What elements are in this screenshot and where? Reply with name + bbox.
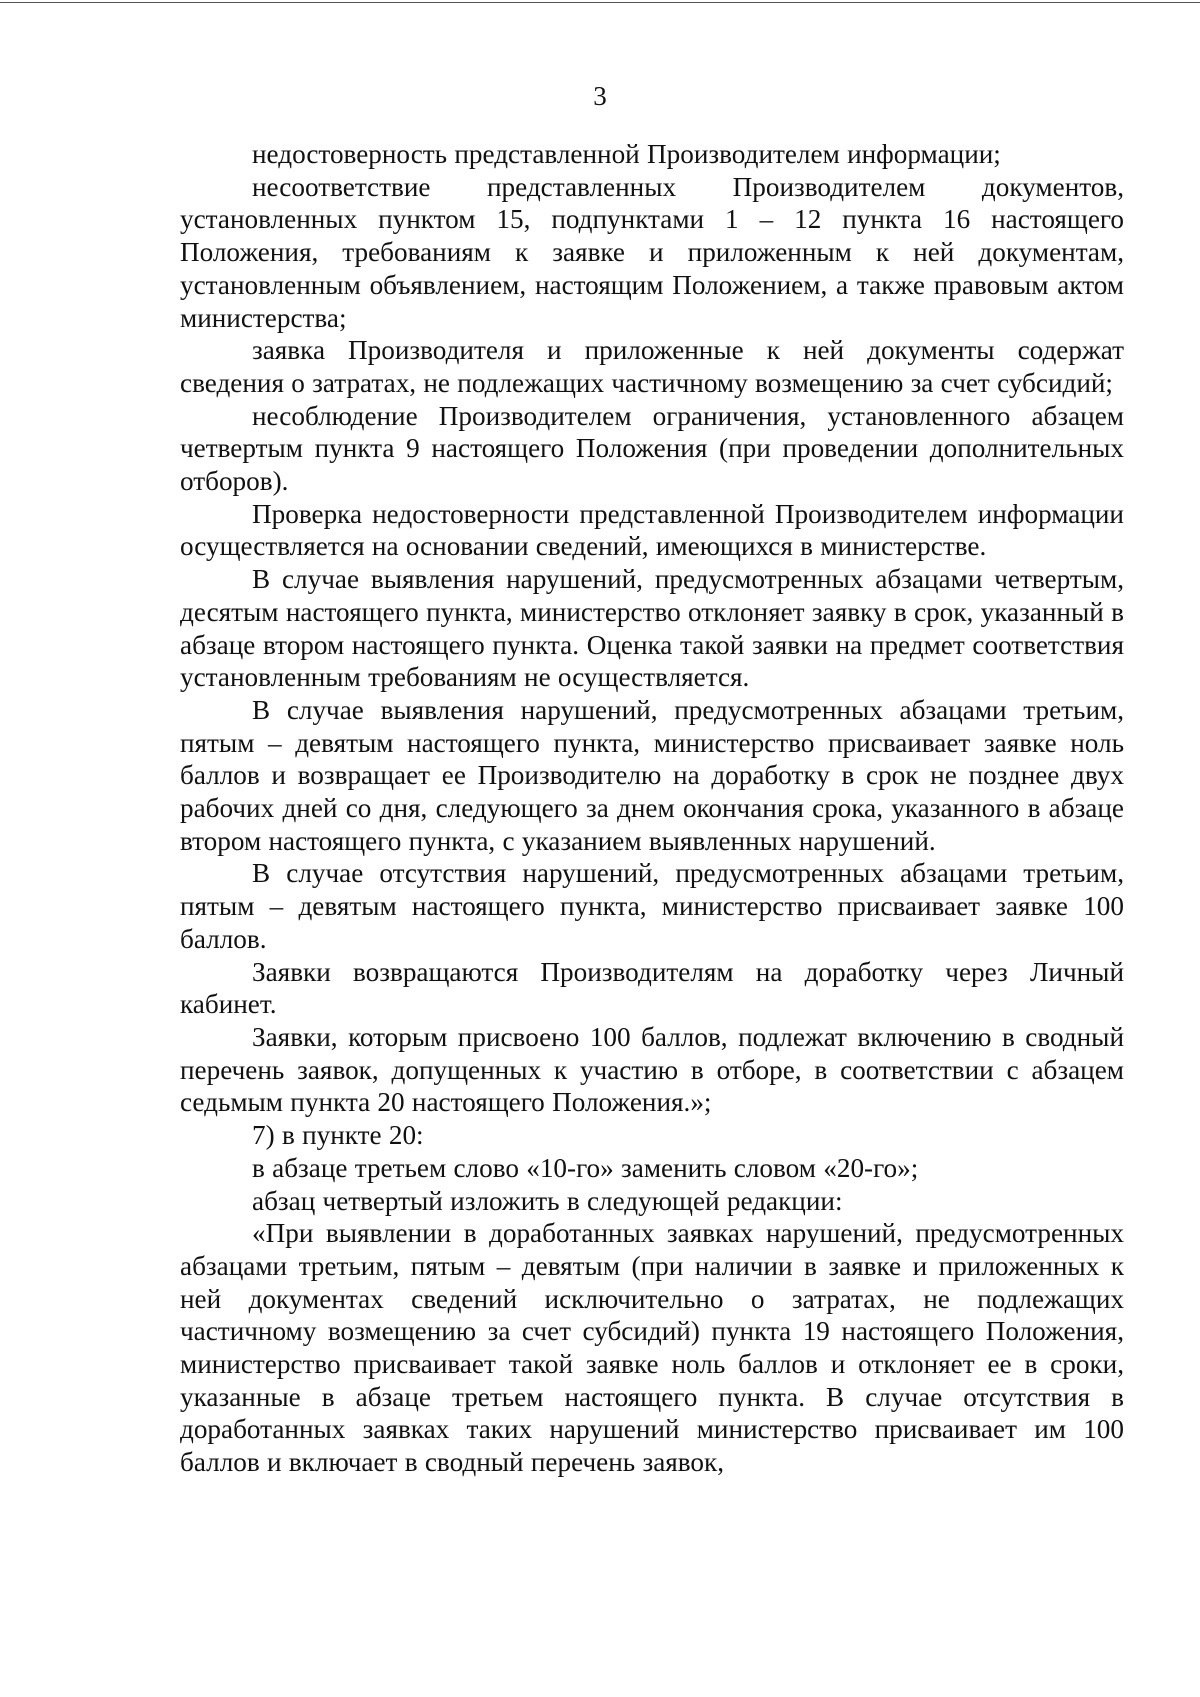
paragraph: несоответствие представленных Производителем документов, установленных пунктом 15, подпунктами 1 – 12 пункта 16 настоящего Положения, требованиям к заявке и приложенным к ней документам, установленным объявлением, настоящим Положением, а также правовым актом министерства; bbox=[180, 171, 1124, 333]
paragraph: абзац четвертый изложить в следующей редакции: bbox=[252, 1185, 843, 1216]
paragraph: В случае выявления нарушений, предусмотренных абзацами четвертым, десятым настоящего пункта, министерство отклоняет заявку в срок, указанный в абзаце втором настоящего пункта. Оценка такой заявки на предмет соответствия установленным требованиям не осуществляется. bbox=[180, 564, 1124, 693]
paragraph: несоблюдение Производителем ограничения, установленного абзацем четвертым пункта 9 настоящего Положения (при проведении дополнительных отборов). bbox=[180, 400, 1124, 497]
paragraph: «При выявлении в доработанных заявках нарушений, предусмотренных абзацами третьим, пятым – девятым (при наличии в заявке и приложенных к ней документах сведений исключительно о затратах, не подлежащих частичному возмещению за счет субсидий) пункта 19 настоящего Положения, министерство присваивает такой заявке ноль баллов и отклоняет ее в сроки, указанные в абзаце третьем настоящего пункта. В случае отсутствия в доработанных заявках таких нарушений министерство присваивает им 100 баллов и включает в сводный перечень заявок, bbox=[180, 1218, 1124, 1478]
paragraph: Заявки возвращаются Производителям на доработку через Личный кабинет. bbox=[180, 956, 1124, 1020]
document-body bbox=[180, 138, 1124, 1479]
paragraph: недостоверность представленной Производителем информации; bbox=[252, 139, 1001, 169]
paragraph: Заявки, которым присвоено 100 баллов, подлежат включению в сводный перечень заявок, допущенных к участию в отборе, в соответствии с абзацем седьмым пункта 20 настоящего Положения.»; bbox=[180, 1021, 1124, 1118]
paragraph: заявка Производителя и приложенные к ней документы содержат сведения о затратах, не подлежащих частичному возмещению за счет субсидий; bbox=[180, 335, 1124, 398]
paragraph: В случае выявления нарушений, предусмотренных абзацами третьим, пятым – девятым настоящего пункта, министерство присваивает заявке ноль баллов и возвращает ее Производителю на доработку в срок не позднее двух рабочих дней со дня, следующего за днем окончания срока, указанного в абзаце втором настоящего пункта, с указанием выявленных нарушений. bbox=[180, 694, 1124, 856]
paragraph: в абзаце третьем слово «10-го» заменить словом «20-го»; bbox=[252, 1152, 919, 1183]
paragraph: Проверка недостоверности представленной Производителем информации осуществляется на основании сведений, имеющихся в министерстве. bbox=[180, 498, 1124, 562]
paragraph: В случае отсутствия нарушений, предусмотренных абзацами третьим, пятым – девятым настоящего пункта, министерство присваивает заявке 100 баллов. bbox=[180, 858, 1124, 954]
paragraph: 7) в пункте 20: bbox=[252, 1120, 424, 1151]
page-number: 3 bbox=[593, 81, 607, 111]
scan-top-edge-line bbox=[0, 2, 1200, 3]
